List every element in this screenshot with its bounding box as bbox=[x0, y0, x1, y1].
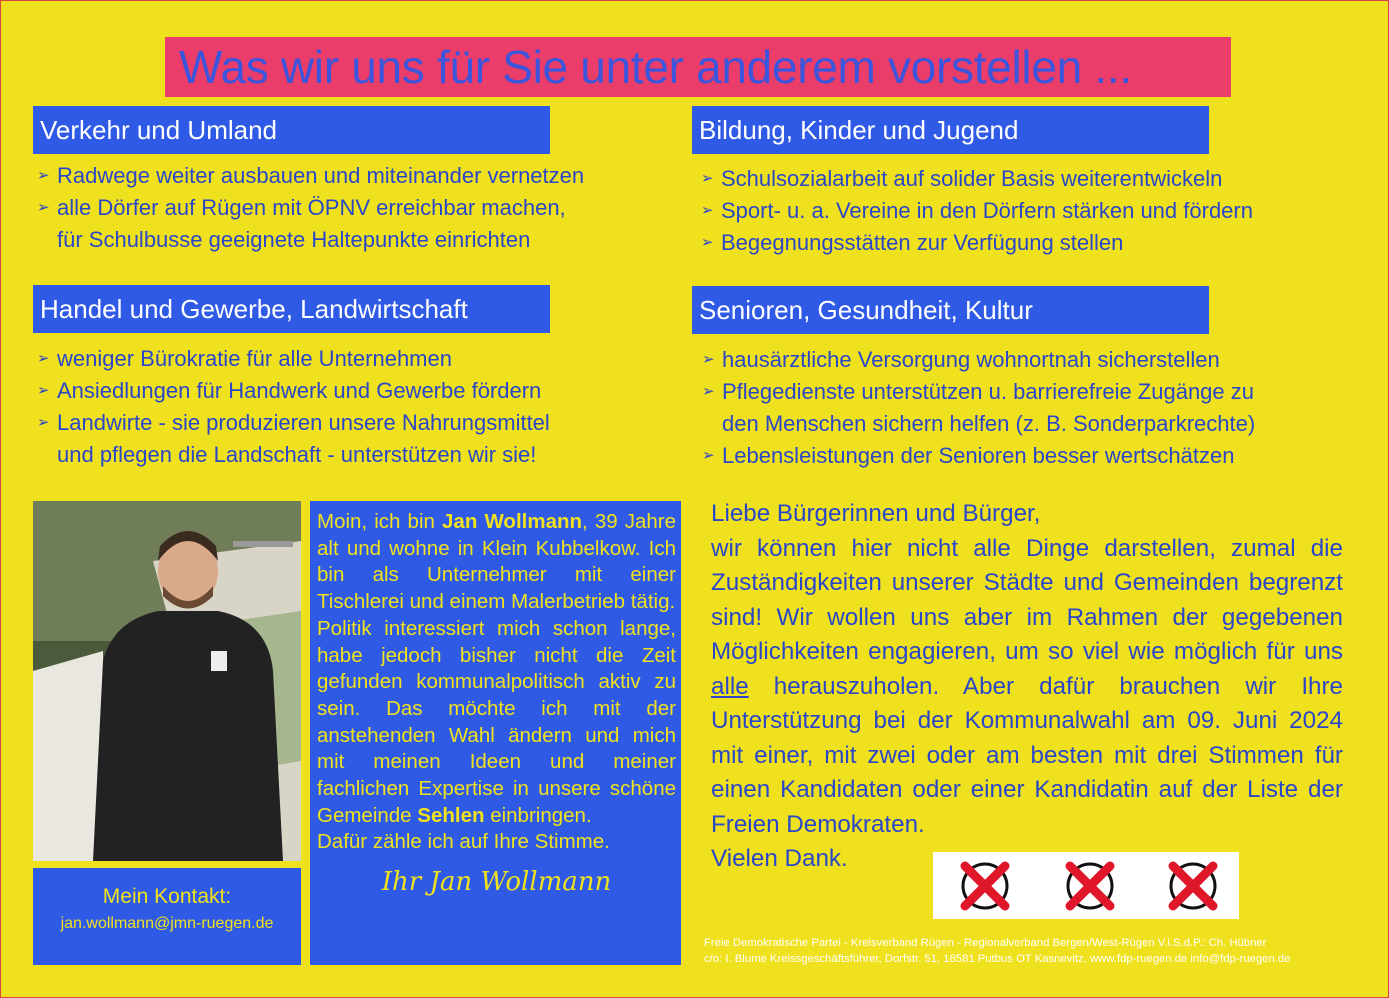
arrowhead-icon: ➢ bbox=[37, 167, 50, 184]
arrowhead-icon: ➢ bbox=[37, 382, 50, 399]
arrowhead-icon: ➢ bbox=[702, 351, 715, 368]
list-item: ➢ alle Dörfer auf Rügen mit ÖPNV erreichbar machen, für Schulbusse geeignete Haltepunkte einrichten bbox=[35, 192, 584, 256]
letter-closing: Vielen Dank. bbox=[711, 845, 848, 872]
candidate-name: Jan Wollmann bbox=[442, 510, 583, 533]
letter-body: wir können hier nicht alle Dinge darstellen, zumal die Zuständigkeiten unserer Städte und Gemeinden begrenzt sind! Wir wollen uns aber im Rahmen der gegebenen Möglichkeiten engagieren, um so viel wie möglich für uns alle herauszuholen. Aber dafür brauchen wir Ihre Unterstützung bei der Kommunalwahl am 09. Juni 2024 mit einer, mit zwei oder am besten mit drei Stimmen für einen Kandidaten oder einer Kandidatin auf der Liste der Freien Demokraten. bbox=[711, 534, 1343, 838]
bio-paragraph: Moin, ich bin Jan Wollmann, 39 Jahre alt und wohne in Klein Kubbelkow. Ich bin als Unternehmer mit einer Tischlerei und einem Malerbetrieb tätig. bbox=[317, 510, 677, 614]
arrowhead-icon: ➢ bbox=[701, 202, 714, 219]
contact-box bbox=[33, 868, 301, 965]
list-item: ➢ Lebensleistungen der Senioren besser wertschätzen bbox=[700, 440, 1255, 472]
list-item: ➢ Ansiedlungen für Handwerk und Gewerbe fördern bbox=[35, 375, 550, 407]
signature: Ihr Jan Wollmann bbox=[381, 867, 612, 898]
section-heading-bildung: Bildung, Kinder und Jugend bbox=[692, 106, 1209, 154]
section-heading-handel: Handel und Gewerbe, Landwirtschaft bbox=[33, 285, 550, 333]
imprint-footer bbox=[704, 935, 1290, 967]
contact-heading: Mein Kontakt: bbox=[102, 885, 232, 908]
arrowhead-icon: ➢ bbox=[37, 350, 50, 367]
list-item: ➢ Schulsozialarbeit auf solider Basis weiterentwickeln bbox=[699, 163, 1253, 195]
section-heading-senioren: Senioren, Gesundheit, Kultur bbox=[692, 286, 1209, 334]
emphasis-underlined: alle bbox=[711, 672, 749, 700]
candidate-bio bbox=[310, 501, 681, 965]
place-name: Sehlen bbox=[417, 803, 485, 827]
bullet-list-verkehr bbox=[35, 160, 584, 256]
arrowhead-icon: ➢ bbox=[702, 383, 715, 400]
bullet-list-senioren bbox=[700, 344, 1255, 472]
bullet-list-bildung bbox=[699, 163, 1253, 259]
footer-line: c/o: I. Blume Kreissgeschäftsführer, Dorfstr. 51, 18581 Putbus OT Kasnevitz, www.fdp-ruegen.de info@fdp-ruegen.de bbox=[704, 953, 1291, 965]
arrowhead-icon: ➢ bbox=[702, 447, 715, 464]
footer-line: Freie Demokratische Partei - Kreisverband Rügen - Regionalverband Bergen/West-Rügen V.i.S.d.P.: Ch. Hübner bbox=[704, 937, 1267, 949]
letter-greeting: Liebe Bürgerinnen und Bürger, bbox=[711, 500, 1041, 527]
list-item: ➢ Pflegedienste unterstützen u. barrierefreie Zugänge zu den Menschen sichern helfen (z. B. Sonderparkrechte) bbox=[700, 376, 1255, 440]
candidate-photo-illustration bbox=[33, 501, 301, 861]
list-item: ➢ hausärztliche Versorgung wohnortnah sicherstellen bbox=[700, 344, 1255, 376]
ballot-crosses bbox=[933, 852, 1239, 919]
page-title: Was wir uns für Sie unter anderem vorstellen ... bbox=[179, 41, 1132, 93]
ballot-cross-icon bbox=[1062, 858, 1118, 914]
list-item: ➢ Begegnungsstätten zur Verfügung stellen bbox=[699, 227, 1253, 259]
ballot-cross-icon bbox=[957, 858, 1013, 914]
ballot-cross-icon bbox=[1165, 858, 1221, 914]
candidate-photo bbox=[33, 501, 301, 861]
letter-text bbox=[711, 497, 1343, 877]
arrowhead-icon: ➢ bbox=[37, 414, 50, 431]
title-bar bbox=[165, 37, 1231, 97]
section-heading-verkehr: Verkehr und Umland bbox=[33, 106, 550, 154]
arrowhead-icon: ➢ bbox=[701, 170, 714, 187]
list-item: ➢ Landwirte - sie produzieren unsere Nahrungsmittel und pflegen die Landschaft - unterstützen wir sie! bbox=[35, 407, 550, 471]
bio-paragraph: Dafür zähle ich auf Ihre Stimme. bbox=[317, 830, 610, 854]
list-item: ➢ Radwege weiter ausbauen und miteinander vernetzen bbox=[35, 160, 584, 192]
arrowhead-icon: ➢ bbox=[37, 199, 50, 216]
list-item: ➢ weniger Bürokratie für alle Unternehmen bbox=[35, 343, 550, 375]
bio-paragraph: Politik interessiert mich schon lange, habe jedoch bisher nicht die Zeit gefunden kommunalpolitisch aktiv zu sein. Das möchte ich mit der anstehenden Wahl ändern und mich mit meinen Ideen und meiner fachlichen Expertise in unsere schöne Gemeinde Sehlen einbringen. bbox=[317, 616, 676, 827]
list-item: ➢ Sport- u. a. Vereine in den Dörfern stärken und fördern bbox=[699, 195, 1253, 227]
contact-email[interactable]: jan.wollmann@jmn-ruegen.de bbox=[60, 915, 274, 932]
bullet-list-handel bbox=[35, 343, 550, 471]
arrowhead-icon: ➢ bbox=[701, 234, 714, 251]
